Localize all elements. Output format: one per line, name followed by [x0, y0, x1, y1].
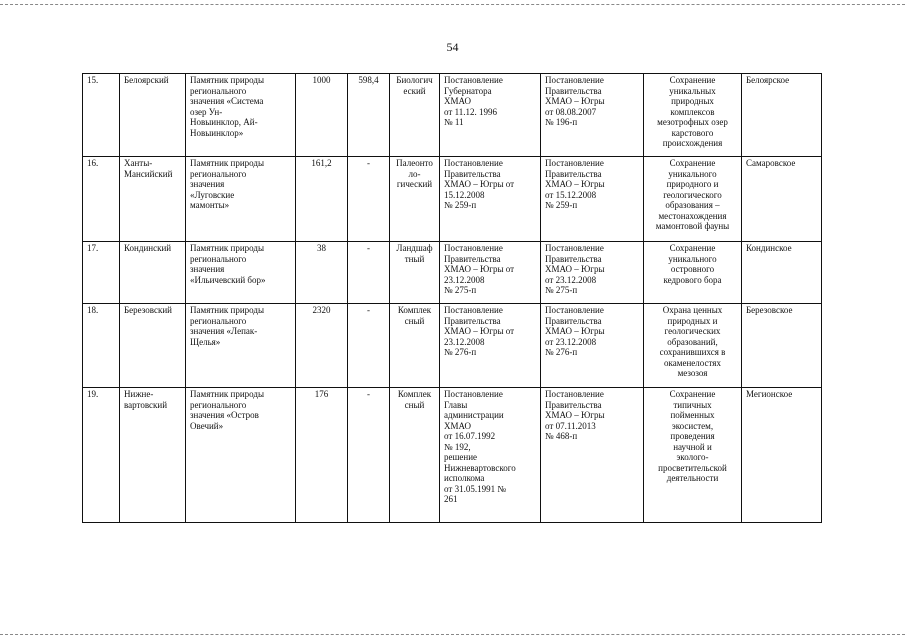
district-cell: Белоярский	[120, 74, 186, 157]
object-name-cell: Памятник природы регионального значения «Луговские мамонты»	[186, 157, 296, 242]
approved-by-cell: Постановление Правительства ХМАО – Югры от 07.11.2013 № 468-п	[541, 388, 644, 523]
established-by-cell: Постановление Главы администрации ХМАО от 16.07.1992 № 192, решение Нижневартовского исполкома от 31.05.1991 № 261	[440, 388, 541, 523]
settlement-cell: Белоярское	[742, 74, 822, 157]
table-row	[83, 74, 822, 157]
page-number: 54	[446, 40, 459, 54]
area-cell: 2320	[296, 304, 348, 388]
row-number-cell: 16.	[83, 157, 120, 242]
purpose-cell: Сохранение уникального природного и геологического образования – местонахождения мамонтовой фауны	[644, 157, 742, 242]
established-by-cell: Постановление Правительства ХМАО – Югры от 15.12.2008 № 259-п	[440, 157, 541, 242]
settlement-cell: Кондинское	[742, 242, 822, 304]
district-cell: Березовский	[120, 304, 186, 388]
district-cell: Кондинский	[120, 242, 186, 304]
buffer-area-cell: -	[348, 242, 390, 304]
buffer-area-cell: -	[348, 388, 390, 523]
settlement-cell: Мегионское	[742, 388, 822, 523]
table-row	[83, 388, 822, 523]
buffer-area-cell: -	[348, 157, 390, 242]
area-cell: 1000	[296, 74, 348, 157]
established-by-cell: Постановление Правительства ХМАО – Югры от 23.12.2008 № 276-п	[440, 304, 541, 388]
settlement-cell: Березовское	[742, 304, 822, 388]
district-cell: Нижне- вартовский	[120, 388, 186, 523]
profile-cell: Палеонто ло- гический	[390, 157, 440, 242]
object-name-cell: Памятник природы регионального значения «Ильичевский бор»	[186, 242, 296, 304]
purpose-cell: Сохранение уникальных природных комплексов мезотрофных озер карстового происхождения	[644, 74, 742, 157]
top-scan-edge	[0, 4, 905, 5]
established-by-cell: Постановление Губернатора ХМАО от 11.12. 1996 № 11	[440, 74, 541, 157]
buffer-area-cell: -	[348, 304, 390, 388]
row-number-cell: 15.	[83, 74, 120, 157]
approved-by-cell: Постановление Правительства ХМАО – Югры от 08.08.2007 № 196-п	[541, 74, 644, 157]
buffer-area-cell: 598,4	[348, 74, 390, 157]
purpose-cell: Охрана ценных природных и геологических образований, сохранившихся в окаменелостях мезозоя	[644, 304, 742, 388]
district-cell: Ханты- Мансийский	[120, 157, 186, 242]
area-cell: 38	[296, 242, 348, 304]
settlement-cell: Самаровское	[742, 157, 822, 242]
table-row	[83, 304, 822, 388]
object-name-cell: Памятник природы регионального значения «Лепак- Щелья»	[186, 304, 296, 388]
object-name-cell: Памятник природы регионального значения «Остров Овечий»	[186, 388, 296, 523]
area-cell: 176	[296, 388, 348, 523]
row-number-cell: 18.	[83, 304, 120, 388]
profile-cell: Комплек сный	[390, 388, 440, 523]
table-row	[83, 242, 822, 304]
profile-cell: Биологич еский	[390, 74, 440, 157]
approved-by-cell: Постановление Правительства ХМАО – Югры от 15.12.2008 № 259-п	[541, 157, 644, 242]
approved-by-cell: Постановление Правительства ХМАО – Югры от 23.12.2008 № 276-п	[541, 304, 644, 388]
profile-cell: Комплек сный	[390, 304, 440, 388]
profile-cell: Ландшаф тный	[390, 242, 440, 304]
object-name-cell: Памятник природы регионального значения «Система озер Ун- Новыинклор, Ай- Новыинклор»	[186, 74, 296, 157]
established-by-cell: Постановление Правительства ХМАО – Югры от 23.12.2008 № 275-п	[440, 242, 541, 304]
area-cell: 161,2	[296, 157, 348, 242]
approved-by-cell: Постановление Правительства ХМАО – Югры от 23.12.2008 № 275-п	[541, 242, 644, 304]
row-number-cell: 17.	[83, 242, 120, 304]
bottom-scan-edge	[0, 634, 905, 635]
protected-areas-table	[82, 73, 822, 523]
table-row	[83, 157, 822, 242]
row-number-cell: 19.	[83, 388, 120, 523]
purpose-cell: Сохранение уникального островного кедрового бора	[644, 242, 742, 304]
purpose-cell: Сохранение типичных пойменных экосистем, проведения научной и эколого- просветительской деятельности	[644, 388, 742, 523]
